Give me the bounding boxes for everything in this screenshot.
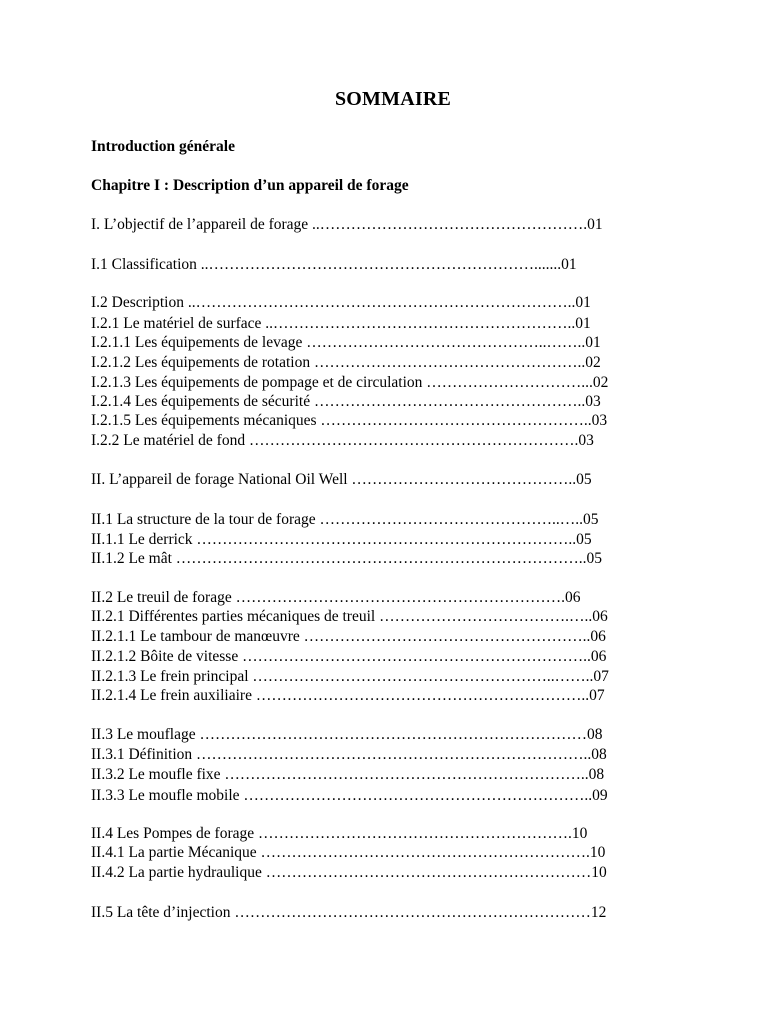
toc-entry: I.1 Classification ..……………………………………………………….......01 [91, 256, 577, 273]
toc-entry: II.1.1 Le derrick ………………………………………………………………..05 [91, 531, 592, 548]
toc-entry: II.2 Le treuil de forage ……………………………………………………….06 [91, 589, 581, 606]
toc-entry: I.2.1.5 Les équipements mécaniques ……………………………………………..03 [91, 412, 608, 429]
toc-entry: II.4 Les Pompes de forage …………………………………………………….10 [91, 825, 588, 842]
toc-entry: II.3.3 Le moufle mobile …………………………………………………………..09 [91, 787, 608, 804]
toc-entry: II.1 La structure de la tour de forage ………………………………………..…..05 [91, 511, 599, 528]
toc-entry: I.2.1.4 Les équipements de sécurité ……………………………………………..03 [91, 393, 601, 410]
toc-entry: II.4.2 La partie hydraulique ………………………………………………………10 [91, 864, 607, 881]
toc-entry: II.3 Le mouflage …………………………………………………………………08 [91, 726, 603, 743]
toc-entry: I.2.2 Le matériel de fond ……………………………………………………….03 [91, 432, 594, 449]
toc-entry: I.2.1.2 Les équipements de rotation ……………………………………………..02 [91, 354, 601, 371]
page-title: SOMMAIRE [334, 88, 452, 110]
toc-entry: II. L’appareil de forage National Oil Well ……………………………………..05 [91, 471, 592, 488]
toc-entry: II.2.1.3 Le frein principal …………………………………………………..……..07 [91, 668, 609, 685]
toc-entry: I.2.1.3 Les équipements de pompage et de circulation …………………………...02 [91, 374, 609, 391]
toc-entry: I.2 Description ..………………………………………………………………..01 [91, 294, 591, 311]
toc-entry: II.3.2 Le moufle fixe ……………………………………………………………..08 [91, 766, 605, 783]
toc-entry: II.2.1.2 Bôite de vitesse …………………………………………………………..06 [91, 648, 607, 665]
toc-entry: II.2.1.1 Le tambour de manœuvre ………………………………………………..06 [91, 628, 606, 645]
toc-entry: II.3.1 Définition …………………………………………………………………..08 [91, 746, 607, 763]
intro-heading: Introduction générale [91, 138, 235, 155]
toc-entry: II.1.2 Le mât ……………………………………………………………………..05 [91, 550, 603, 567]
toc-entry: II.2.1 Différentes parties mécaniques de treuil ……………………………….…..06 [91, 608, 608, 625]
toc-entry: I.2.1.1 Les équipements de levage ………………………………………..……..01 [91, 334, 601, 351]
toc-entry: I. L’objectif de l’appareil de forage ..…………………………………………….01 [91, 216, 603, 233]
toc-entry: I.2.1 Le matériel de surface ..…………………………………………………..01 [91, 315, 591, 332]
toc-entry: II.2.1.4 Le frein auxiliaire ………………………………………………………..07 [91, 687, 605, 704]
chapter-heading: Chapitre I : Description d’un appareil de forage [91, 177, 409, 194]
toc-entry: II.4.1 La partie Mécanique ……………………………………………………….10 [91, 844, 606, 861]
toc-entry: II.5 La tête d’injection ……………………………………………………………12 [91, 904, 607, 921]
